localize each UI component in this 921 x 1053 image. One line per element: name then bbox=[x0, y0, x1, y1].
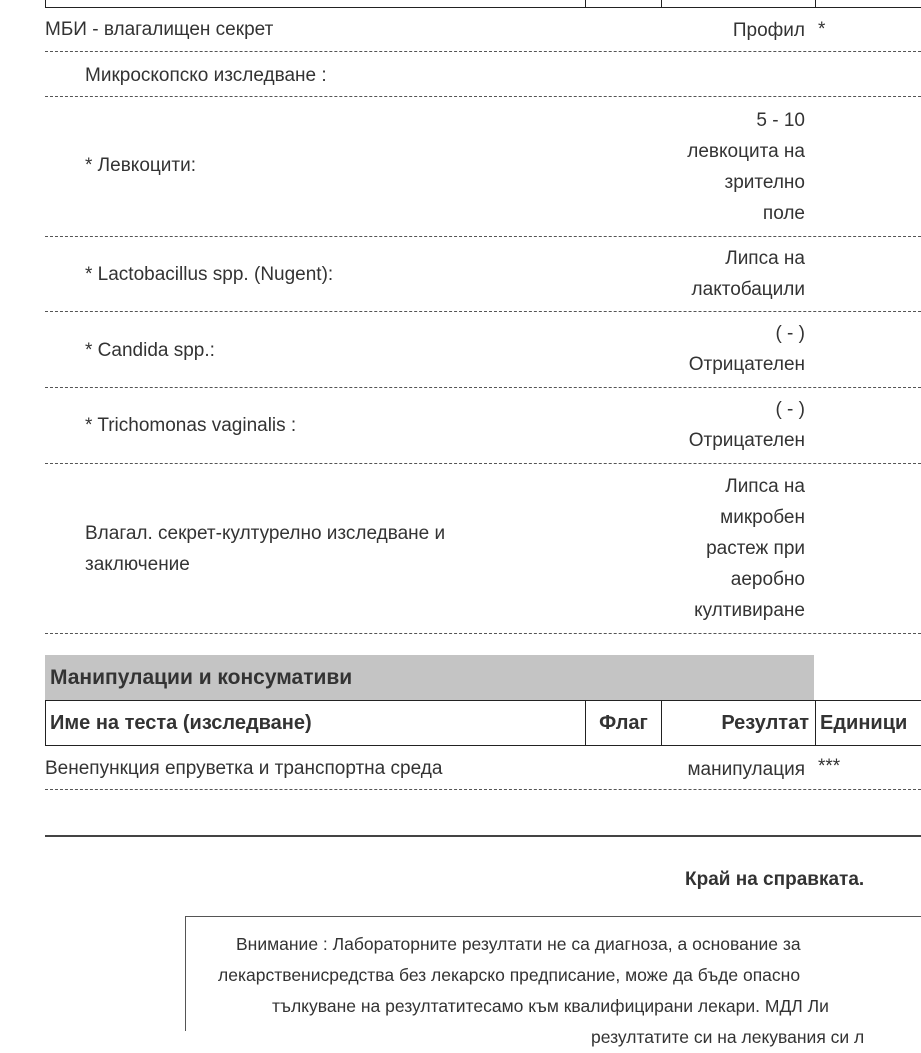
test-result: Профил bbox=[732, 20, 805, 41]
test-name: * Trichomonas vaginalis : bbox=[85, 415, 297, 436]
disclaimer-notice bbox=[185, 916, 921, 1047]
table-row-leukocytes bbox=[45, 97, 921, 237]
section-title-manipulations: Манипулации и консумативи bbox=[45, 655, 814, 700]
test-name: * Левкоцити: bbox=[85, 155, 196, 176]
column-header-result: Резултат bbox=[661, 701, 815, 745]
column-header-flag: Флаг bbox=[585, 701, 661, 745]
result-line: култивиране bbox=[694, 600, 805, 621]
test-result bbox=[687, 105, 805, 229]
result-line: растеж при bbox=[706, 538, 805, 559]
test-name: Венепункция епруветка и транспортна среда bbox=[45, 758, 443, 779]
test-name: * Lactobacillus spp. (Nugent): bbox=[85, 264, 334, 285]
column-divider bbox=[661, 0, 662, 7]
notice-line: лекарственисредства без лекарско предписание, може да бъде опасно bbox=[218, 965, 801, 985]
test-name: МБИ - влагалищен секрет bbox=[45, 19, 274, 40]
name-line: заключение bbox=[85, 554, 190, 575]
test-result: манипулация bbox=[687, 759, 805, 780]
table-row-lactobacillus bbox=[45, 237, 921, 312]
column-divider bbox=[815, 0, 816, 7]
table-row-mbi-profile bbox=[45, 10, 921, 52]
notice-line: Внимание : Лабораторните резултати не са диагноза, а основание за bbox=[236, 934, 801, 954]
result-line: поле bbox=[762, 203, 805, 224]
report-end-divider bbox=[45, 835, 921, 837]
name-line: Влагал. секрет-културелно изследване и bbox=[85, 523, 446, 544]
subheader-label: Микроскопско изследване : bbox=[85, 65, 327, 86]
table-row-candida bbox=[45, 312, 921, 388]
result-line: ( - ) bbox=[775, 323, 805, 344]
notice-line: тълкуване на резултатитесамо към квалифицирани лекари. МДЛ Ли bbox=[272, 996, 829, 1016]
table-header bbox=[45, 700, 921, 746]
test-name bbox=[85, 518, 445, 580]
test-result bbox=[692, 243, 805, 305]
column-header-units: Единици bbox=[815, 701, 921, 745]
notice-line: резултатите си на лекувания си л bbox=[591, 1027, 865, 1047]
result-line: зрително bbox=[724, 172, 805, 193]
test-unit: * bbox=[818, 19, 826, 40]
table-row-venipuncture bbox=[45, 746, 921, 790]
result-line: лактобацили bbox=[691, 279, 805, 300]
test-result bbox=[694, 471, 805, 626]
result-line: левкоцита на bbox=[687, 141, 805, 162]
result-line: аеробно bbox=[730, 569, 805, 590]
table-row-subheader bbox=[45, 52, 921, 97]
previous-table-header-edge bbox=[45, 0, 921, 8]
column-header-name: Име на теста (изследване) bbox=[50, 712, 312, 734]
result-line: Отрицателен bbox=[688, 430, 805, 451]
result-line: микробен bbox=[720, 507, 805, 528]
test-unit: *** bbox=[818, 756, 841, 777]
table-row-culture bbox=[45, 464, 921, 634]
table-row-trichomonas bbox=[45, 388, 921, 464]
result-line: Отрицателен bbox=[688, 354, 805, 375]
column-divider bbox=[585, 0, 586, 7]
result-line: Липса на bbox=[725, 476, 805, 497]
test-name: * Candida spp.: bbox=[85, 340, 215, 361]
result-line: Липса на bbox=[725, 248, 805, 269]
test-result bbox=[689, 394, 805, 456]
result-line: 5 - 10 bbox=[756, 110, 805, 131]
test-result bbox=[689, 318, 805, 380]
report-end-text: Край на справката. bbox=[685, 869, 865, 890]
result-line: ( - ) bbox=[775, 399, 805, 420]
